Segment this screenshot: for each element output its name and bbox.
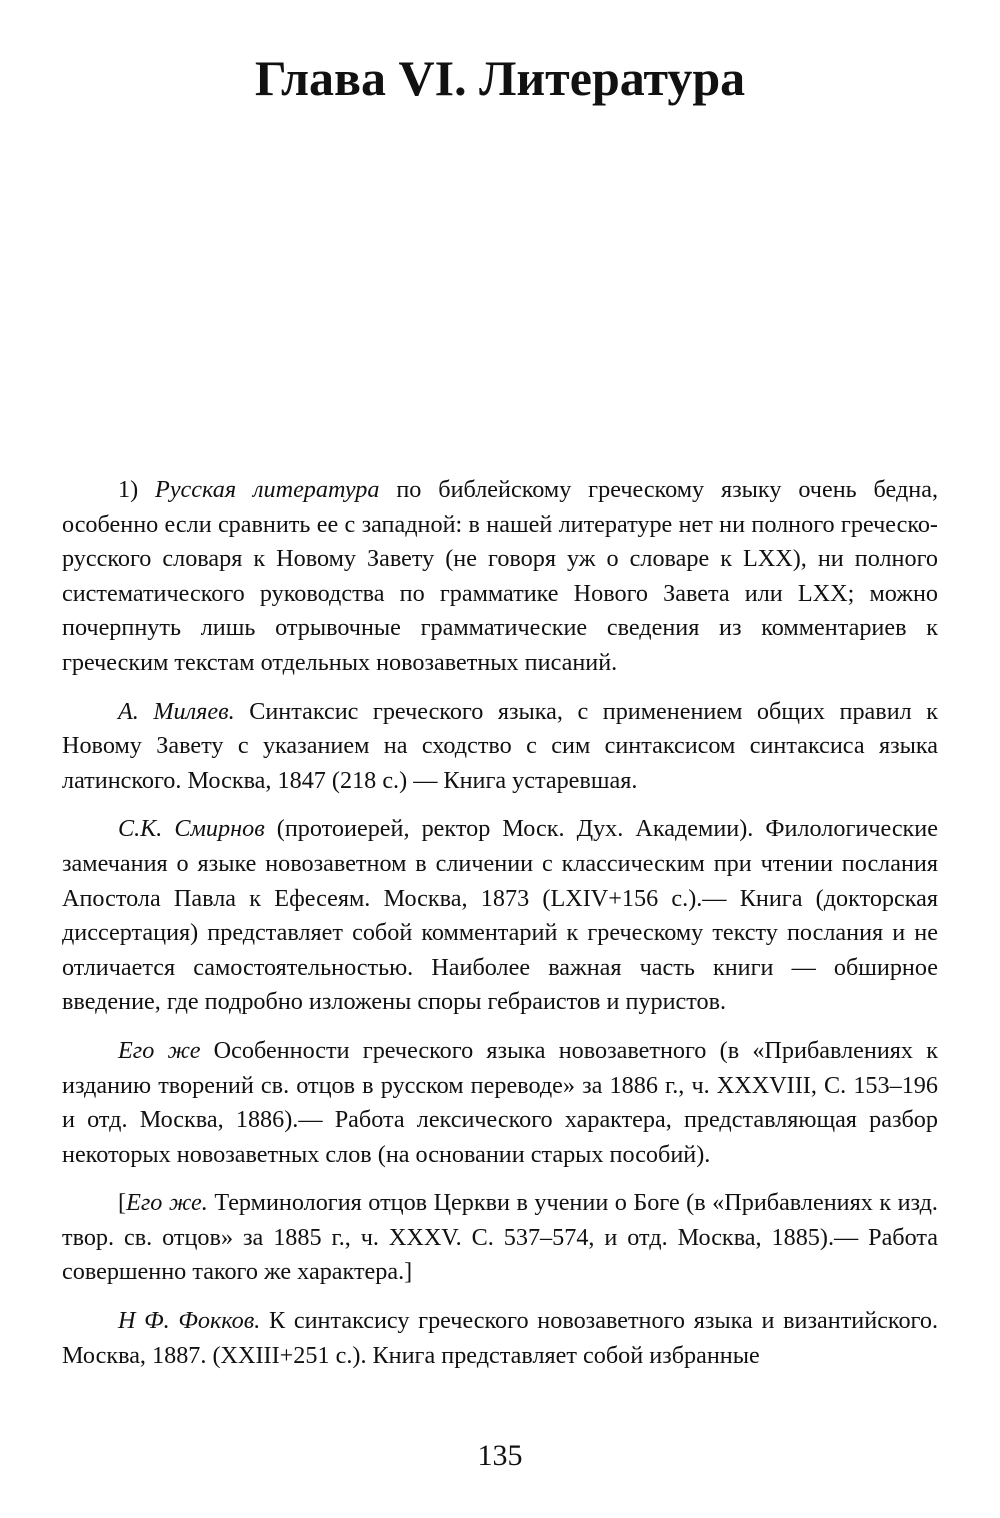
paragraph-number: 1)	[118, 476, 156, 503]
paragraph-lead-term: Русская литература	[155, 476, 380, 503]
entry-author: Его же.	[126, 1189, 208, 1217]
body-text	[62, 473, 938, 1373]
entry-author: Его же	[118, 1036, 201, 1064]
bibliography-entry-smirnov	[62, 812, 938, 1020]
entry-text: Особенности греческого языка новозаветного (в «Прибавлениях к изданию творений св. отцов в русском переводе» за 1886 г., ч. XXXVIII, С. 153–196 и отд. Москва, 1886).— Работа лексического характера, представляющая разбор некоторых новозаветных слов (на основании старых пособий).	[62, 1036, 938, 1168]
bibliography-entry-smirnov-features	[62, 1034, 938, 1172]
entry-author: А. Миляев.	[118, 697, 235, 725]
chapter-title: Глава VI. Литература	[254, 50, 746, 106]
entry-author: Н Ф. Фокков.	[118, 1307, 261, 1335]
bibliography-entry-fokkov	[62, 1304, 938, 1373]
paragraph-intro	[62, 473, 938, 681]
bibliography-entry-smirnov-terminology	[62, 1186, 938, 1290]
entry-author: С.К. Смирнов	[118, 815, 265, 843]
page-number: 135	[477, 1439, 523, 1472]
entry-text: Синтаксис греческого языка, с применением общих правил к Новому Завету с указанием на сходство с сим синтаксисом синтаксиса языка латинского. Москва, 1847 (218 с.) — Книга устаревшая.	[62, 697, 938, 794]
paragraph-text: по библейскому греческому языку очень бедна, особенно если сравнить ее с западной: в нашей литературе нет ни полного греческо-русского словаря к Новому Завету (не говоря уж о словаре к LXX), ни полного систематического руководства по грамматике Нового Завета или LXX; можно почерпнуть лишь отрывочные грамматические сведения из комментариев к греческим текстам отдельных новозаветных писаний.	[62, 476, 938, 676]
entry-text: Терминология отцов Церкви в учении о Боге (в «Прибавлениях к изд. твор. св. отцов» за 1885 г., ч. XXXV. С. 537–574, и отд. Москва, 1885).— Работа совершенно такого же характера.]	[62, 1189, 938, 1286]
entry-text: К синтаксису греческого новозаветного языка и византийского. Москва, 1887. (XXIII+251 с.). Книга представляет собой избранные	[62, 1307, 938, 1369]
entry-text: (протоиерей, ректор Моск. Дух. Академии). Филологические замечания о языке новозаветном в сличении с классическим при чтении послания Апостола Павла к Ефесеям. Москва, 1873 (LXIV+156 с.).— Книга (докторская диссертация) представляет собой комментарий к греческому тексту послания и не отличается самостоятельностью. Наиболее важная часть книги — обширное введение, где подробно изложены споры гебраистов и пуристов.	[62, 815, 938, 1016]
bibliography-entry-milyaev	[62, 695, 938, 799]
entry-bracket: [	[118, 1189, 127, 1217]
